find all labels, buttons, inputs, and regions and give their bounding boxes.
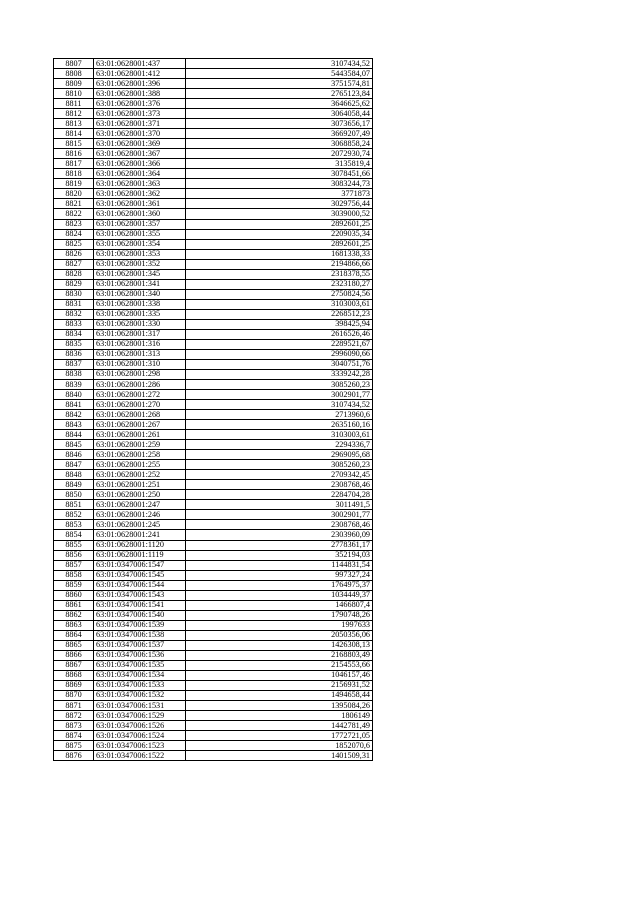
row-number-cell: 8851 bbox=[54, 500, 94, 510]
table-row bbox=[54, 239, 373, 249]
cadastral-value-cell: 1426308,13 bbox=[186, 640, 373, 650]
row-number-cell: 8821 bbox=[54, 199, 94, 209]
cadastral-value-cell: 3083244,73 bbox=[186, 179, 373, 189]
cadastral-number-cell: 63:01:0628001:388 bbox=[94, 89, 186, 99]
cadastral-value-cell: 3339242,28 bbox=[186, 369, 373, 379]
cadastral-value-cell: 1764975,37 bbox=[186, 580, 373, 590]
cadastral-number-cell: 63:01:0628001:367 bbox=[94, 149, 186, 159]
cadastral-value-cell: 3669207,49 bbox=[186, 129, 373, 139]
row-number-cell: 8850 bbox=[54, 490, 94, 500]
table-row bbox=[54, 339, 373, 349]
cadastral-number-cell: 63:01:0628001:1119 bbox=[94, 550, 186, 560]
row-number-cell: 8846 bbox=[54, 450, 94, 460]
table-row bbox=[54, 580, 373, 590]
row-number-cell: 8847 bbox=[54, 460, 94, 470]
table-row bbox=[54, 460, 373, 470]
table-row bbox=[54, 450, 373, 460]
table-row bbox=[54, 349, 373, 359]
cadastral-number-cell: 63:01:0347006:1526 bbox=[94, 721, 186, 731]
row-number-cell: 8827 bbox=[54, 259, 94, 269]
cadastral-number-cell: 63:01:0628001:286 bbox=[94, 380, 186, 390]
cadastral-value-cell: 3103003,61 bbox=[186, 299, 373, 309]
row-number-cell: 8808 bbox=[54, 69, 94, 79]
table-row bbox=[54, 99, 373, 109]
row-number-cell: 8814 bbox=[54, 129, 94, 139]
cadastral-value-cell: 2635160,16 bbox=[186, 420, 373, 430]
cadastral-value-cell: 3107434,52 bbox=[186, 400, 373, 410]
table-row bbox=[54, 590, 373, 600]
table-row bbox=[54, 680, 373, 690]
cadastral-number-cell: 63:01:0628001:373 bbox=[94, 109, 186, 119]
table-row bbox=[54, 410, 373, 420]
table-row bbox=[54, 600, 373, 610]
table-row bbox=[54, 380, 373, 390]
table-row bbox=[54, 500, 373, 510]
cadastral-number-cell: 63:01:0628001:352 bbox=[94, 259, 186, 269]
row-number-cell: 8844 bbox=[54, 430, 94, 440]
table-row bbox=[54, 520, 373, 530]
row-number-cell: 8830 bbox=[54, 289, 94, 299]
table-row bbox=[54, 219, 373, 229]
table-row bbox=[54, 369, 373, 379]
row-number-cell: 8836 bbox=[54, 349, 94, 359]
cadastral-value-cell: 3085260,23 bbox=[186, 460, 373, 470]
cadastral-number-cell: 63:01:0347006:1522 bbox=[94, 751, 186, 761]
cadastral-value-cell: 3073656,17 bbox=[186, 119, 373, 129]
cadastral-number-cell: 63:01:0628001:370 bbox=[94, 129, 186, 139]
cadastral-value-cell: 3751574,81 bbox=[186, 79, 373, 89]
row-number-cell: 8819 bbox=[54, 179, 94, 189]
table-row bbox=[54, 79, 373, 89]
row-number-cell: 8869 bbox=[54, 680, 94, 690]
cadastral-value-cell: 1772721,05 bbox=[186, 731, 373, 741]
cadastral-value-cell: 1144831,54 bbox=[186, 560, 373, 570]
row-number-cell: 8857 bbox=[54, 560, 94, 570]
cadastral-number-cell: 63:01:0628001:338 bbox=[94, 299, 186, 309]
cadastral-value-cell: 3771873 bbox=[186, 189, 373, 199]
cadastral-number-cell: 63:01:0628001:298 bbox=[94, 369, 186, 379]
cadastral-number-cell: 63:01:0347006:1540 bbox=[94, 610, 186, 620]
cadastral-value-cell: 2750824,56 bbox=[186, 289, 373, 299]
cadastral-number-cell: 63:01:0628001:412 bbox=[94, 69, 186, 79]
row-number-cell: 8809 bbox=[54, 79, 94, 89]
cadastral-value-cell: 1046157,46 bbox=[186, 670, 373, 680]
row-number-cell: 8855 bbox=[54, 540, 94, 550]
table-row bbox=[54, 731, 373, 741]
cadastral-value-cell: 2778361,17 bbox=[186, 540, 373, 550]
cadastral-number-cell: 63:01:0347006:1523 bbox=[94, 741, 186, 751]
table-row bbox=[54, 229, 373, 239]
table-row bbox=[54, 400, 373, 410]
row-number-cell: 8826 bbox=[54, 249, 94, 259]
cadastral-number-cell: 63:01:0628001:364 bbox=[94, 169, 186, 179]
table-row bbox=[54, 179, 373, 189]
row-number-cell: 8815 bbox=[54, 139, 94, 149]
table-row bbox=[54, 89, 373, 99]
cadastral-number-cell: 63:01:0628001:363 bbox=[94, 179, 186, 189]
row-number-cell: 8834 bbox=[54, 329, 94, 339]
row-number-cell: 8854 bbox=[54, 530, 94, 540]
cadastral-number-cell: 63:01:0628001:360 bbox=[94, 209, 186, 219]
cadastral-value-cell: 2765123,84 bbox=[186, 89, 373, 99]
cadastral-value-cell: 3107434,52 bbox=[186, 59, 373, 69]
cadastral-value-cell: 2209035,34 bbox=[186, 229, 373, 239]
row-number-cell: 8837 bbox=[54, 359, 94, 369]
cadastral-number-cell: 63:01:0347006:1541 bbox=[94, 600, 186, 610]
row-number-cell: 8868 bbox=[54, 670, 94, 680]
cadastral-value-cell: 398425,94 bbox=[186, 319, 373, 329]
cadastral-value-cell: 1395084,26 bbox=[186, 701, 373, 711]
table-row bbox=[54, 470, 373, 480]
row-number-cell: 8858 bbox=[54, 570, 94, 580]
cadastral-number-cell: 63:01:0628001:357 bbox=[94, 219, 186, 229]
cadastral-number-cell: 63:01:0628001:250 bbox=[94, 490, 186, 500]
row-number-cell: 8852 bbox=[54, 510, 94, 520]
row-number-cell: 8828 bbox=[54, 269, 94, 279]
row-number-cell: 8848 bbox=[54, 470, 94, 480]
row-number-cell: 8845 bbox=[54, 440, 94, 450]
table-row bbox=[54, 630, 373, 640]
cadastral-number-cell: 63:01:0628001:361 bbox=[94, 199, 186, 209]
row-number-cell: 8853 bbox=[54, 520, 94, 530]
table-row bbox=[54, 480, 373, 490]
cadastral-value-cell: 2969095,68 bbox=[186, 450, 373, 460]
table-row bbox=[54, 259, 373, 269]
table-row bbox=[54, 209, 373, 219]
table-row bbox=[54, 249, 373, 259]
cadastral-number-cell: 63:01:0628001:251 bbox=[94, 480, 186, 490]
row-number-cell: 8870 bbox=[54, 690, 94, 700]
cadastral-value-cell: 2072930,74 bbox=[186, 149, 373, 159]
cadastral-number-cell: 63:01:0347006:1524 bbox=[94, 731, 186, 741]
cadastral-number-cell: 63:01:0628001:371 bbox=[94, 119, 186, 129]
cadastral-number-cell: 63:01:0628001:353 bbox=[94, 249, 186, 259]
cadastral-number-cell: 63:01:0347006:1533 bbox=[94, 680, 186, 690]
cadastral-number-cell: 63:01:0628001:255 bbox=[94, 460, 186, 470]
table-row bbox=[54, 390, 373, 400]
cadastral-value-cell: 2050356,06 bbox=[186, 630, 373, 640]
table-row bbox=[54, 530, 373, 540]
table-row bbox=[54, 540, 373, 550]
cadastral-value-cell: 3039000,52 bbox=[186, 209, 373, 219]
cadastral-value-cell: 2303960,09 bbox=[186, 530, 373, 540]
cadastral-value-cell: 2308768,46 bbox=[186, 520, 373, 530]
cadastral-number-cell: 63:01:0347006:1543 bbox=[94, 590, 186, 600]
table-row bbox=[54, 620, 373, 630]
cadastral-number-cell: 63:01:0628001:330 bbox=[94, 319, 186, 329]
table-row bbox=[54, 279, 373, 289]
table-row bbox=[54, 690, 373, 700]
row-number-cell: 8872 bbox=[54, 711, 94, 721]
cadastral-value-cell: 2168803,49 bbox=[186, 650, 373, 660]
cadastral-value-cell: 2289521,67 bbox=[186, 339, 373, 349]
row-number-cell: 8860 bbox=[54, 590, 94, 600]
row-number-cell: 8871 bbox=[54, 701, 94, 711]
cadastral-number-cell: 63:01:0628001:270 bbox=[94, 400, 186, 410]
cadastral-number-cell: 63:01:0347006:1534 bbox=[94, 670, 186, 680]
cadastral-value-cell: 3064058,44 bbox=[186, 109, 373, 119]
table-row bbox=[54, 359, 373, 369]
row-number-cell: 8813 bbox=[54, 119, 94, 129]
cadastral-number-cell: 63:01:0628001:355 bbox=[94, 229, 186, 239]
row-number-cell: 8861 bbox=[54, 600, 94, 610]
table-row bbox=[54, 119, 373, 129]
cadastral-number-cell: 63:01:0628001:247 bbox=[94, 500, 186, 510]
cadastral-number-cell: 63:01:0628001:376 bbox=[94, 99, 186, 109]
cadastral-number-cell: 63:01:0628001:241 bbox=[94, 530, 186, 540]
cadastral-value-cell: 1806149 bbox=[186, 711, 373, 721]
cadastral-value-cell: 2294336,7 bbox=[186, 440, 373, 450]
table-row bbox=[54, 319, 373, 329]
cadastral-value-cell: 2318378,55 bbox=[186, 269, 373, 279]
table-row bbox=[54, 430, 373, 440]
cadastral-number-cell: 63:01:0628001:261 bbox=[94, 430, 186, 440]
cadastral-value-cell: 1494658,44 bbox=[186, 690, 373, 700]
cadastral-number-cell: 63:01:0628001:310 bbox=[94, 359, 186, 369]
table-row bbox=[54, 640, 373, 650]
table-row bbox=[54, 660, 373, 670]
row-number-cell: 8835 bbox=[54, 339, 94, 349]
row-number-cell: 8807 bbox=[54, 59, 94, 69]
row-number-cell: 8812 bbox=[54, 109, 94, 119]
cadastral-number-cell: 63:01:0347006:1539 bbox=[94, 620, 186, 630]
cadastral-number-cell: 63:01:0628001:317 bbox=[94, 329, 186, 339]
table-row bbox=[54, 650, 373, 660]
table-row bbox=[54, 329, 373, 339]
cadastral-value-cell: 1401509,31 bbox=[186, 751, 373, 761]
table-row bbox=[54, 269, 373, 279]
row-number-cell: 8817 bbox=[54, 159, 94, 169]
table-row bbox=[54, 560, 373, 570]
row-number-cell: 8810 bbox=[54, 89, 94, 99]
table-row bbox=[54, 109, 373, 119]
cadastral-value-cell: 1034449,37 bbox=[186, 590, 373, 600]
cadastral-number-cell: 63:01:0347006:1545 bbox=[94, 570, 186, 580]
cadastral-value-cell: 2308768,46 bbox=[186, 480, 373, 490]
cadastral-number-cell: 63:01:0347006:1544 bbox=[94, 580, 186, 590]
row-number-cell: 8818 bbox=[54, 169, 94, 179]
row-number-cell: 8865 bbox=[54, 640, 94, 650]
table-row bbox=[54, 169, 373, 179]
cadastral-value-cell: 997327,24 bbox=[186, 570, 373, 580]
cadastral-number-cell: 63:01:0628001:313 bbox=[94, 349, 186, 359]
cadastral-value-cell: 1997633 bbox=[186, 620, 373, 630]
cadastral-value-cell: 3068858,24 bbox=[186, 139, 373, 149]
cadastral-number-cell: 63:01:0628001:267 bbox=[94, 420, 186, 430]
table-row bbox=[54, 149, 373, 159]
row-number-cell: 8840 bbox=[54, 390, 94, 400]
table-row bbox=[54, 129, 373, 139]
cadastral-number-cell: 63:01:0628001:366 bbox=[94, 159, 186, 169]
cadastral-number-cell: 63:01:0347006:1532 bbox=[94, 690, 186, 700]
cadastral-value-cell: 2194866,66 bbox=[186, 259, 373, 269]
table-row bbox=[54, 570, 373, 580]
row-number-cell: 8876 bbox=[54, 751, 94, 761]
cadastral-value-cell: 3002901,77 bbox=[186, 390, 373, 400]
table-row bbox=[54, 59, 373, 69]
cadastral-number-cell: 63:01:0347006:1535 bbox=[94, 660, 186, 670]
row-number-cell: 8859 bbox=[54, 580, 94, 590]
row-number-cell: 8829 bbox=[54, 279, 94, 289]
row-number-cell: 8816 bbox=[54, 149, 94, 159]
cadastral-value-cell: 2892601,25 bbox=[186, 239, 373, 249]
table-row bbox=[54, 299, 373, 309]
row-number-cell: 8820 bbox=[54, 189, 94, 199]
table-row bbox=[54, 69, 373, 79]
row-number-cell: 8862 bbox=[54, 610, 94, 620]
cadastral-value-cell: 3040751,76 bbox=[186, 359, 373, 369]
cadastral-value-cell: 3078451,66 bbox=[186, 169, 373, 179]
table-row bbox=[54, 721, 373, 731]
table-row bbox=[54, 711, 373, 721]
row-number-cell: 8843 bbox=[54, 420, 94, 430]
cadastral-number-cell: 63:01:0347006:1538 bbox=[94, 630, 186, 640]
table-row bbox=[54, 440, 373, 450]
row-number-cell: 8875 bbox=[54, 741, 94, 751]
cadastral-number-cell: 63:01:0628001:354 bbox=[94, 239, 186, 249]
table-body bbox=[54, 59, 373, 761]
table-row bbox=[54, 701, 373, 711]
row-number-cell: 8832 bbox=[54, 309, 94, 319]
cadastral-number-cell: 63:01:0628001:396 bbox=[94, 79, 186, 89]
cadastral-value-cell: 3002901,77 bbox=[186, 510, 373, 520]
cadastral-value-cell: 3135819,4 bbox=[186, 159, 373, 169]
cadastral-value-cell: 2154553,66 bbox=[186, 660, 373, 670]
row-number-cell: 8874 bbox=[54, 731, 94, 741]
cadastral-value-cell: 3011491,5 bbox=[186, 500, 373, 510]
cadastral-number-cell: 63:01:0628001:252 bbox=[94, 470, 186, 480]
cadastral-value-cell: 1852070,6 bbox=[186, 741, 373, 751]
table-row bbox=[54, 510, 373, 520]
cadastral-number-cell: 63:01:0628001:316 bbox=[94, 339, 186, 349]
row-number-cell: 8841 bbox=[54, 400, 94, 410]
cadastral-number-cell: 63:01:0347006:1531 bbox=[94, 701, 186, 711]
row-number-cell: 8833 bbox=[54, 319, 94, 329]
row-number-cell: 8849 bbox=[54, 480, 94, 490]
row-number-cell: 8839 bbox=[54, 380, 94, 390]
row-number-cell: 8842 bbox=[54, 410, 94, 420]
row-number-cell: 8831 bbox=[54, 299, 94, 309]
row-number-cell: 8867 bbox=[54, 660, 94, 670]
cadastral-value-cell: 2713960,6 bbox=[186, 410, 373, 420]
cadastral-number-cell: 63:01:0628001:272 bbox=[94, 390, 186, 400]
table-row bbox=[54, 159, 373, 169]
cadastral-number-cell: 63:01:0628001:345 bbox=[94, 269, 186, 279]
cadastral-number-cell: 63:01:0628001:245 bbox=[94, 520, 186, 530]
row-number-cell: 8856 bbox=[54, 550, 94, 560]
cadastral-number-cell: 63:01:0628001:1120 bbox=[94, 540, 186, 550]
cadastral-value-cell: 1681338,33 bbox=[186, 249, 373, 259]
table-row bbox=[54, 610, 373, 620]
cadastral-value-cell: 3103003,61 bbox=[186, 430, 373, 440]
cadastral-value-cell: 2709342,45 bbox=[186, 470, 373, 480]
table-row bbox=[54, 670, 373, 680]
table-row bbox=[54, 189, 373, 199]
cadastral-value-cell: 2156931,52 bbox=[186, 680, 373, 690]
cadastral-number-cell: 63:01:0628001:258 bbox=[94, 450, 186, 460]
cadastral-number-cell: 63:01:0347006:1547 bbox=[94, 560, 186, 570]
cadastral-value-cell: 3085260,23 bbox=[186, 380, 373, 390]
row-number-cell: 8822 bbox=[54, 209, 94, 219]
cadastral-number-cell: 63:01:0628001:362 bbox=[94, 189, 186, 199]
cadastral-number-cell: 63:01:0628001:268 bbox=[94, 410, 186, 420]
cadastral-value-cell: 2284704,28 bbox=[186, 490, 373, 500]
cadastral-value-cell: 1466807,4 bbox=[186, 600, 373, 610]
row-number-cell: 8823 bbox=[54, 219, 94, 229]
cadastral-value-cell: 2892601,25 bbox=[186, 219, 373, 229]
row-number-cell: 8864 bbox=[54, 630, 94, 640]
cadastral-value-cell: 1790748,26 bbox=[186, 610, 373, 620]
cadastral-number-cell: 63:01:0628001:340 bbox=[94, 289, 186, 299]
cadastral-number-cell: 63:01:0628001:341 bbox=[94, 279, 186, 289]
cadastral-number-cell: 63:01:0628001:335 bbox=[94, 309, 186, 319]
row-number-cell: 8873 bbox=[54, 721, 94, 731]
cadastral-number-cell: 63:01:0628001:369 bbox=[94, 139, 186, 149]
cadastral-value-cell: 2616526,46 bbox=[186, 329, 373, 339]
table-row bbox=[54, 490, 373, 500]
row-number-cell: 8863 bbox=[54, 620, 94, 630]
cadastral-number-cell: 63:01:0347006:1536 bbox=[94, 650, 186, 660]
table-row bbox=[54, 139, 373, 149]
row-number-cell: 8838 bbox=[54, 369, 94, 379]
cadastral-number-cell: 63:01:0628001:246 bbox=[94, 510, 186, 520]
row-number-cell: 8825 bbox=[54, 239, 94, 249]
cadastral-number-cell: 63:01:0347006:1537 bbox=[94, 640, 186, 650]
row-number-cell: 8866 bbox=[54, 650, 94, 660]
cadastral-value-cell: 2996090,66 bbox=[186, 349, 373, 359]
cadastral-value-table bbox=[53, 58, 373, 761]
table-row bbox=[54, 550, 373, 560]
cadastral-number-cell: 63:01:0347006:1529 bbox=[94, 711, 186, 721]
cadastral-number-cell: 63:01:0628001:437 bbox=[94, 59, 186, 69]
table-row bbox=[54, 741, 373, 751]
table-row bbox=[54, 420, 373, 430]
cadastral-value-cell: 1442781,49 bbox=[186, 721, 373, 731]
cadastral-value-cell: 352194,03 bbox=[186, 550, 373, 560]
cadastral-value-cell: 2323180,27 bbox=[186, 279, 373, 289]
row-number-cell: 8824 bbox=[54, 229, 94, 239]
table-row bbox=[54, 309, 373, 319]
table-row bbox=[54, 199, 373, 209]
table-row bbox=[54, 751, 373, 761]
row-number-cell: 8811 bbox=[54, 99, 94, 109]
cadastral-value-cell: 3029756,44 bbox=[186, 199, 373, 209]
cadastral-number-cell: 63:01:0628001:259 bbox=[94, 440, 186, 450]
cadastral-value-cell: 5443584,07 bbox=[186, 69, 373, 79]
cadastral-value-cell: 3646625,62 bbox=[186, 99, 373, 109]
cadastral-value-cell: 2268512,23 bbox=[186, 309, 373, 319]
table-row bbox=[54, 289, 373, 299]
